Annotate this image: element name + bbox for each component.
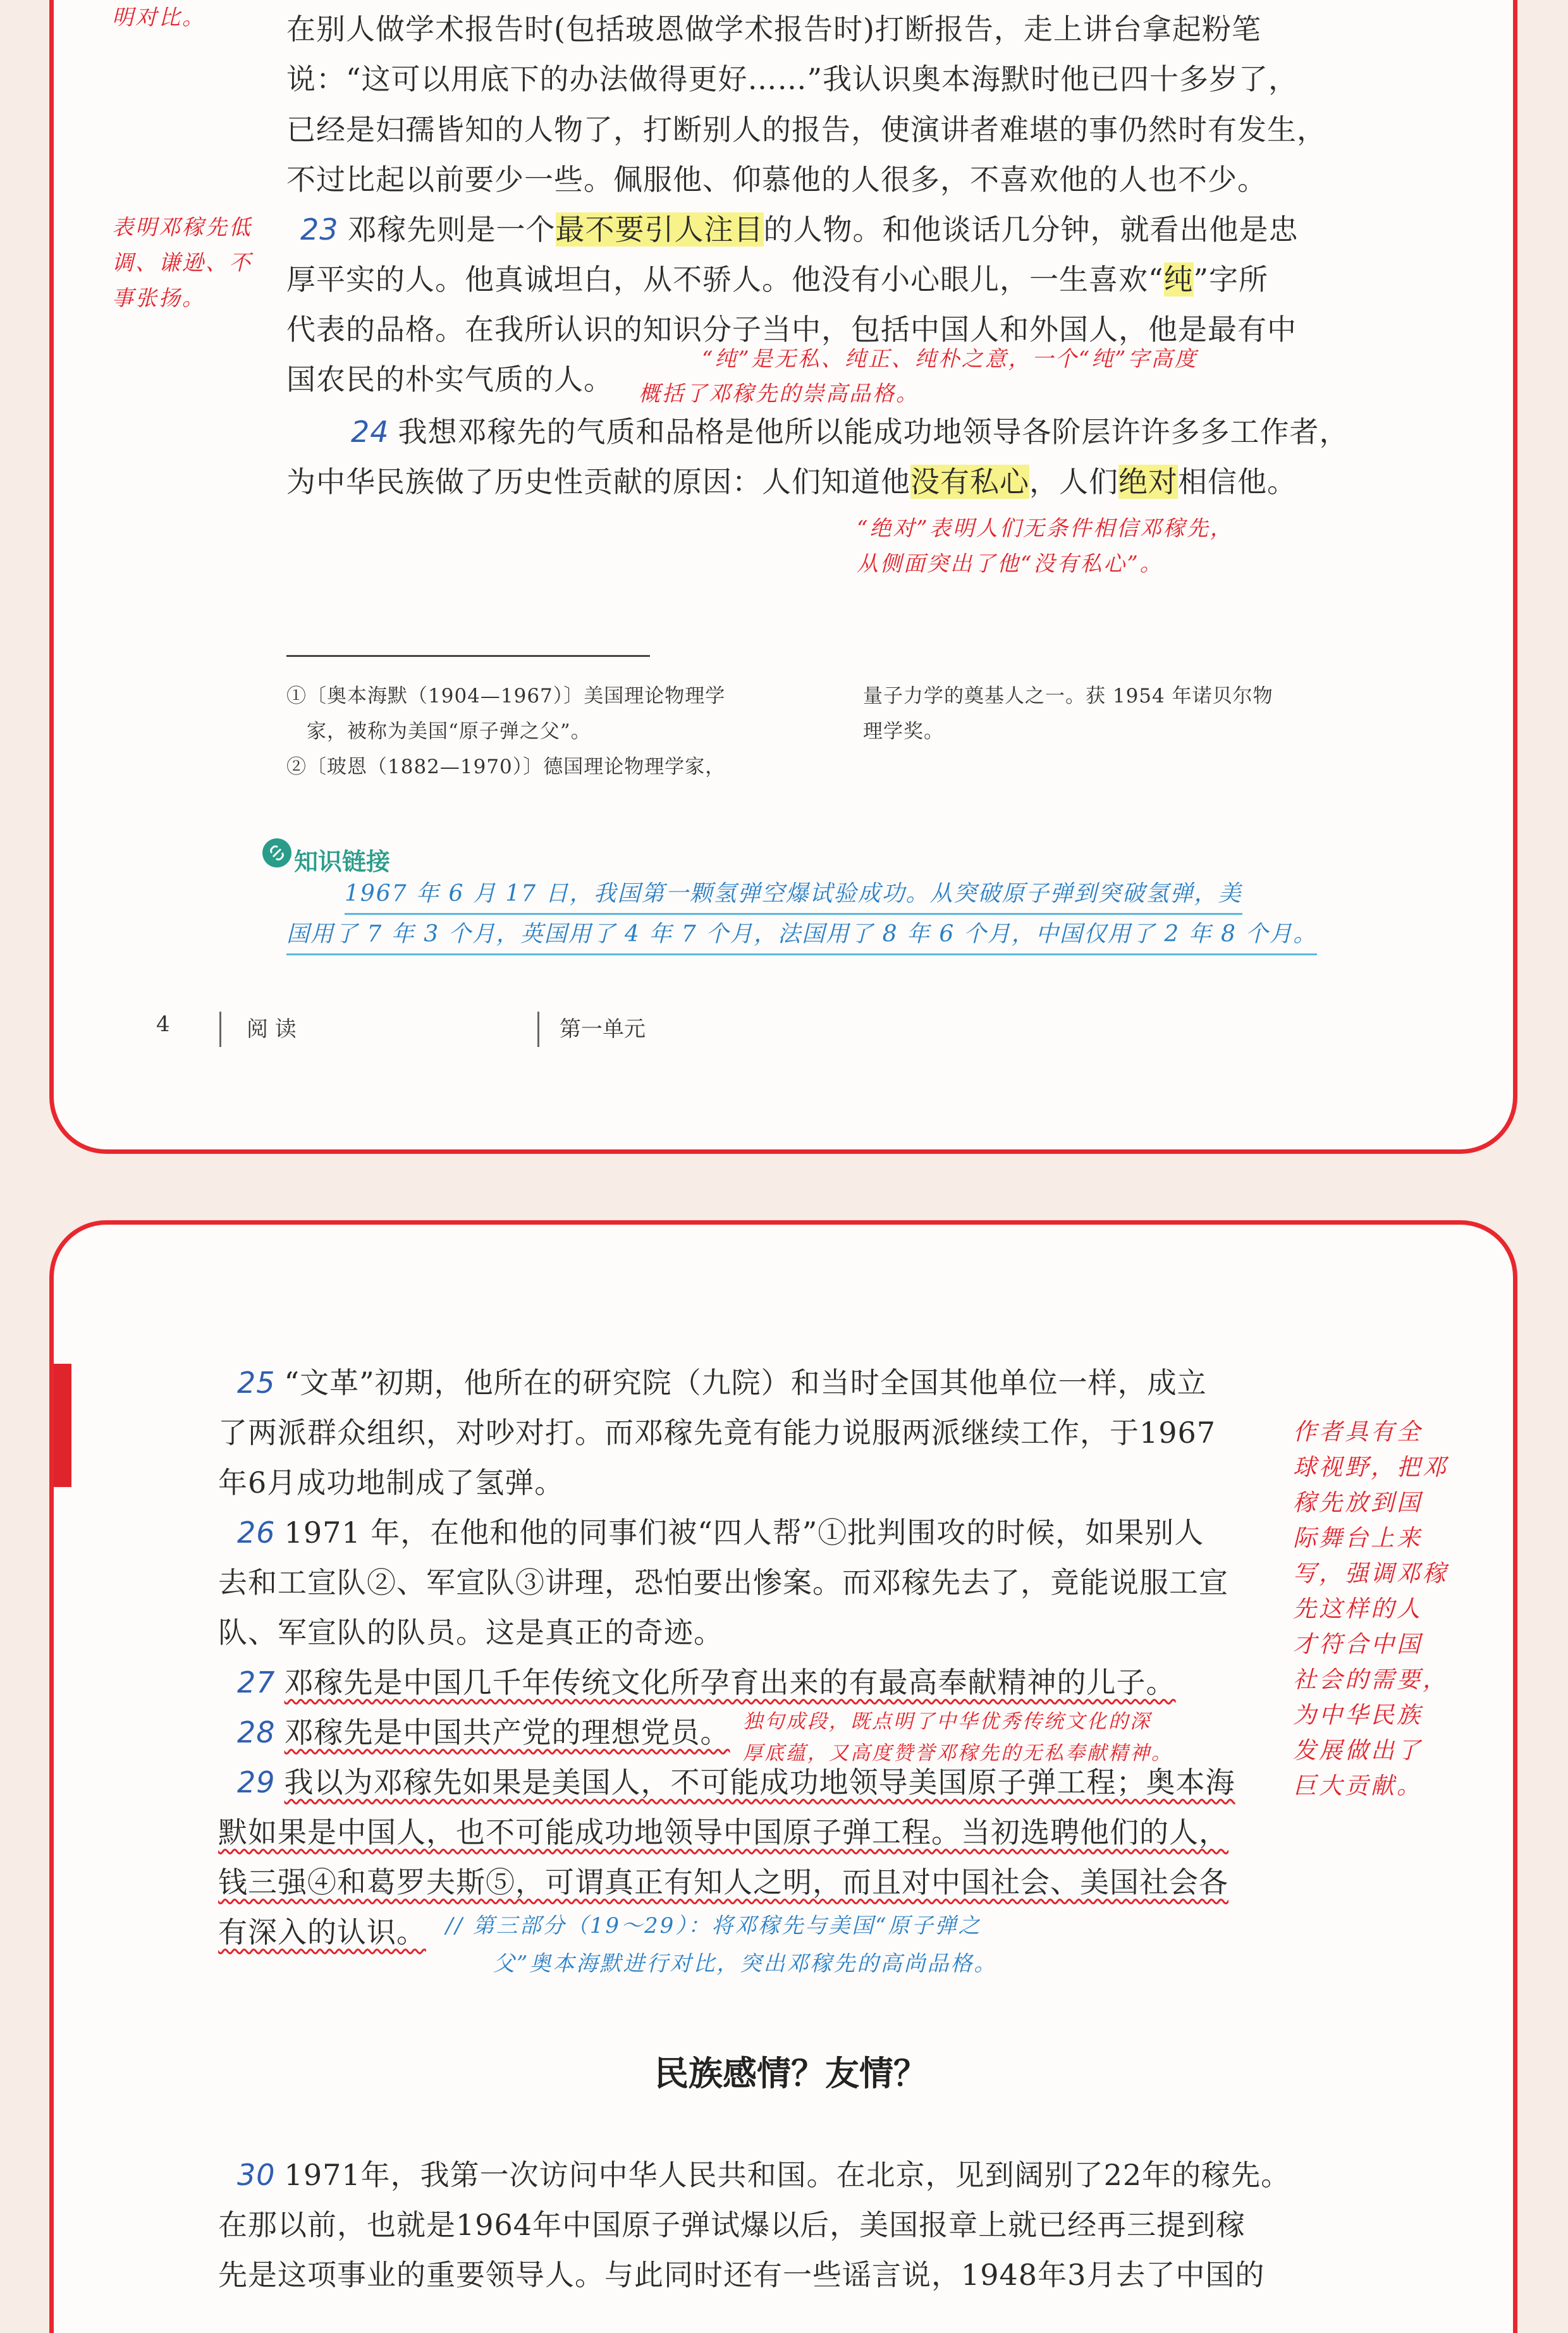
- highlight: 绝对: [1118, 465, 1178, 499]
- part3-summary-2: 父”奥本海默进行对比，突出邓稼先的高尚品格。: [493, 1951, 998, 1976]
- para26-line3: 队、军宣队的队员。这是真正的奇迹。: [218, 1615, 723, 1650]
- page-card-1: [49, 0, 1517, 1154]
- page-number: 4: [156, 1012, 170, 1037]
- footer-section: 阅 读: [247, 1017, 297, 1042]
- para22-line1: 在别人做学术报告时(包括玻恩做学术报告时)打断报告，走上讲台拿起粉笔: [286, 12, 1261, 46]
- highlight: 没有私心: [910, 465, 1029, 499]
- para28: 28 邓稼先是中国共产党的理想党员。: [237, 1715, 730, 1749]
- paragraph-number: 25: [237, 1366, 276, 1400]
- para26-line2: 去和工宣队②、军宣队③讲理，恐怕要出惨案。而邓稼先去了，竟能说服工宣: [218, 1565, 1228, 1600]
- part3-summary-1: // 第三部分（19～29）：将邓稼先与美国“原子弹之: [446, 1913, 982, 1938]
- footnote-line: 家，被称为美国“原子弹之父”。: [286, 720, 591, 743]
- annotation-chun-1: “纯”是无私、纯正、纯朴之意，一个“纯”字高度: [702, 346, 1198, 372]
- page-card-2: [49, 1220, 1517, 2333]
- para26-line1: 26 1971 年，在他和他的同事们被“四人帮”①批判围攻的时候，如果别人: [237, 1516, 1204, 1550]
- margin-note-left-1: 表明邓稼先低: [112, 215, 252, 240]
- footer-divider: [219, 1012, 221, 1047]
- chapter-tab: [54, 1364, 71, 1487]
- knowledge-link-line1: 1967 年 6 月 17 日，我国第一颗氢弹空爆试验成功。从突破原子弹到突破氢弹，美: [345, 875, 1242, 915]
- knowledge-link-line2: 国用了 7 年 3 个月，英国用了 4 年 7 个月，法国用了 8 年 6 个月，中国仅用了 2 年 8 个月。: [286, 915, 1317, 955]
- paragraph-number: 30: [237, 2158, 276, 2192]
- annotation-juedui-2: 从侧面突出了他“没有私心”。: [857, 551, 1163, 577]
- footnote-line: ①〔奥本海默（1904—1967）〕美国理论物理学: [286, 685, 726, 707]
- para23-line2: 厚平实的人。他真诚坦白，从不骄人。他没有小心眼儿，一生喜欢“纯”字所: [286, 262, 1269, 297]
- para22-line2: 说：“这可以用底下的办法做得更好……”我认识奥本海默时他已四十多岁了，: [286, 62, 1299, 96]
- paragraph-number: 26: [237, 1516, 276, 1550]
- annotation-2728-1: 独句成段，既点明了中华优秀传统文化的深: [743, 1710, 1151, 1733]
- side-annotation: 作者具有全 球视野，把邓 稼先放到国 际舞台上来 写，强调邓稼 先这样的人 才符合中国 社会的需要， 为中华民族 发展做出了 巨大贡献。: [1293, 1418, 1449, 1799]
- section-heading: 民族感情？友情？: [654, 2054, 928, 2093]
- footnote-line: 理学奖。: [863, 720, 944, 743]
- paragraph-number: 23: [300, 212, 339, 247]
- para24-line1: 24 我想邓稼先的气质和品格是他所以能成功地领导各阶层许许多多工作者，: [351, 415, 1349, 449]
- para23-line4: 国农民的朴实气质的人。: [286, 362, 613, 396]
- para29-line1: 29 我以为邓稼先如果是美国人，不可能成功地领导美国原子弹工程；奥本海: [237, 1765, 1235, 1799]
- margin-note-left-2: 调、谦逊、不: [112, 250, 252, 276]
- margin-note-left-3: 事张扬。: [112, 286, 205, 311]
- annotation-chun-2: 概括了邓稼先的崇高品格。: [639, 381, 919, 407]
- knowledge-link-title: 知识链接: [294, 848, 391, 876]
- margin-note-top: 明对比。: [112, 5, 205, 30]
- annotation-2728-2: 厚底蕴，又高度赞誉邓稼先的无私奉献精神。: [743, 1742, 1173, 1765]
- highlight: 纯: [1163, 262, 1194, 297]
- para29-line4: 有深入的认识。: [218, 1915, 426, 1949]
- para24-line2: 为中华民族做了历史性贡献的原因：人们知道他没有私心，人们绝对相信他。: [286, 465, 1297, 499]
- footer-unit: 第一单元: [560, 1017, 646, 1042]
- highlight: 最不要引人注目: [555, 212, 764, 247]
- footnote-rule: [286, 655, 650, 657]
- para30-line3: 先是这项事业的重要领导人。与此同时还有一些谣言说，1948年3月去了中国的: [218, 2258, 1265, 2292]
- para29-line2: 默如果是中国人，也不可能成功地领导中国原子弹工程。当初选聘他们的人，: [218, 1815, 1228, 1849]
- paragraph-number: 28: [237, 1715, 276, 1749]
- para25-line1: 25 “文革”初期，他所在的研究院（九院）和当时全国其他单位一样，成立: [237, 1366, 1207, 1400]
- para22-line4: 不过比起以前要少一些。佩服他、仰慕他的人很多，不喜欢他的人也不少。: [286, 162, 1267, 197]
- paragraph-number: 29: [237, 1765, 276, 1799]
- link-icon: [262, 838, 291, 867]
- para22-line3: 已经是妇孺皆知的人物了，打断别人的报告，使演讲者难堪的事仍然时有发生，: [286, 113, 1326, 147]
- para25-line2: 了两派群众组织，对吵对打。而邓稼先竟有能力说服两派继续工作，于1967: [218, 1416, 1216, 1450]
- para25-line3: 年6月成功地制成了氢弹。: [218, 1466, 565, 1500]
- paragraph-number: 24: [351, 415, 389, 449]
- para30-line1: 30 1971年，我第一次访问中华人民共和国。在北京，见到阔别了22年的稼先。: [237, 2158, 1291, 2192]
- annotation-juedui-1: “绝对”表明人们无条件相信邓稼先，: [857, 516, 1234, 541]
- footnote-line: ②〔玻恩（1882—1970）〕德国理论物理学家，: [286, 756, 726, 778]
- footer-divider: [537, 1012, 539, 1047]
- paragraph-number: 27: [237, 1665, 276, 1699]
- para30-line2: 在那以前，也就是1964年中国原子弹试爆以后，美国报章上就已经再三提到稼: [218, 2208, 1246, 2242]
- para29-line3: 钱三强④和葛罗夫斯⑤，可谓真正有知人之明，而且对中国社会、美国社会各: [218, 1865, 1228, 1899]
- footnote-line: 量子力学的奠基人之一。获 1954 年诺贝尔物: [863, 685, 1273, 707]
- para23-line1: 23 邓稼先则是一个最不要引人注目的人物。和他谈话几分钟，就看出他是忠: [300, 212, 1299, 247]
- para23-line3: 代表的品格。在我所认识的知识分子当中，包括中国人和外国人，他是最有中: [286, 312, 1297, 346]
- para27: 27 邓稼先是中国几千年传统文化所孕育出来的有最高奉献精神的儿子。: [237, 1665, 1176, 1699]
